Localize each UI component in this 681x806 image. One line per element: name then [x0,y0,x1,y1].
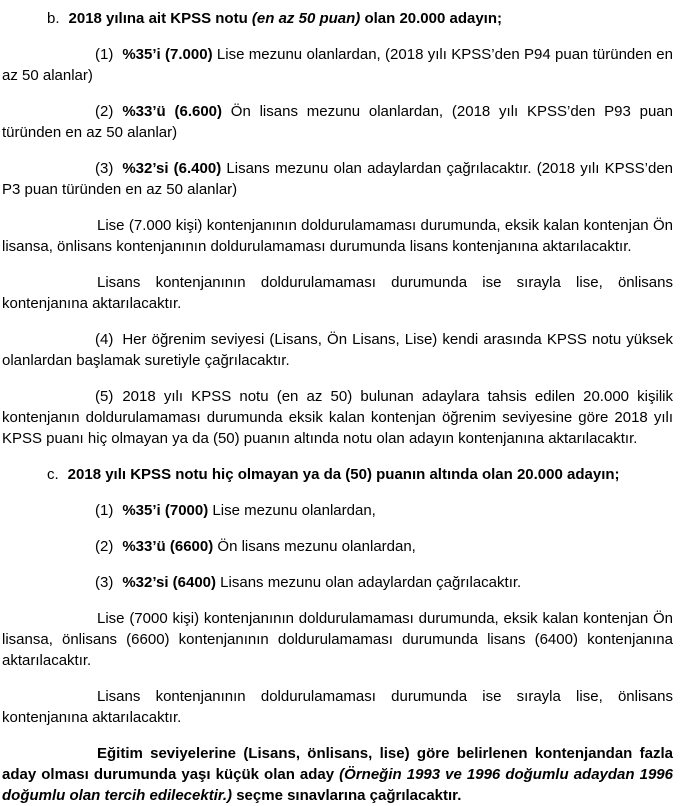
text-run: Lisans kontenjanının doldurulamaması durumunda ise sırayla lise, önlisans kontenjanına aktarılacaktır. [2,274,673,312]
document-body [2,8,673,806]
text-run: Lisans kontenjanının doldurulamaması durumunda ise sırayla lise, önlisans kontenjanına aktarılacaktır. [2,688,673,726]
text-run: 2018 yılı KPSS notu (en az 50) bulunan adaylara tahsis edilen 20.000 kişilik kontenjanın doldurulamaması durumunda eksik kalan kontenjan öğrenim seviyesine göre 2018 yılı KPSS puanı hiç olmayan ya da (50) puanın altında notu olan adayın kontenjanına aktarılacaktır. [2,388,673,447]
text-run: Her öğrenim seviyesi (Lisans, Ön Lisans, Lise) kendi arasında KPSS notu yüksek olanlardan başlamak suretiyle çağrılacaktır. [2,331,673,369]
text-run: %35’i (7000) [122,502,209,519]
para-b-lisans [2,272,673,314]
list-label: (5) [95,388,114,405]
para-egitim-seviyeleri [2,743,673,806]
text-run: %32’si (6.400) [122,160,222,177]
item-b-4 [2,329,673,371]
text-run: Lise mezunu olanlardan, (2018 yılı KPSS’den P94 puan türünden en az 50 alanlar) [2,46,673,84]
text-run: Eğitim seviyelerine (Lisans, önlisans, lise) göre belirlenen kontenjandan fazla aday olması durumunda yaşı küçük olan aday [2,745,673,783]
list-label: (3) [95,574,114,591]
list-label: (2) [95,103,114,120]
text-run: Lise mezunu olanlardan, [208,502,376,519]
list-label: c. [47,466,59,483]
para-b-lise [2,215,673,257]
item-c-1 [2,500,673,521]
text-run: 2018 yılına ait KPSS notu [68,10,252,27]
text-run: seçme sınavlarına çağrılacaktır. [232,787,462,804]
text-run: %33’ü (6.600) [122,103,223,120]
item-b-5 [2,386,673,449]
item-c-2 [2,536,673,557]
text-run: %35’i (7.000) [122,46,213,63]
text-run: %33’ü (6600) [122,538,214,555]
list-label: (2) [95,538,114,555]
text-run: Lisans mezunu olan adaylardan çağrılacaktır. (2018 yılı KPSS’den P3 puan türünden en az 50 alanlar) [2,160,674,198]
para-c-lise [2,608,673,671]
text-run: Ön lisans mezunu olanlardan, (2018 yılı KPSS’den P93 puan türünden en az 50 alanlar) [2,103,673,141]
list-label: (3) [95,160,114,177]
item-b-1 [2,44,673,86]
item-b-2 [2,101,673,143]
text-run: (en az 50 puan) [251,10,361,27]
item-b-heading [2,8,673,29]
text-run: Lise (7000 kişi) kontenjanının doldurulamaması durumunda, eksik kalan kontenjan Ön lisansa, önlisans (6600) kontenjanının doldurulamaması durumunda lisans (6400) kontenjanına aktarılacaktır. [2,610,673,669]
list-label: (4) [95,331,114,348]
item-c-heading [2,464,673,485]
item-b-3 [2,158,673,200]
text-run: %32’si (6400) [122,574,217,591]
text-run: olan 20.000 adayın; [360,10,503,27]
list-label: (1) [95,46,114,63]
item-c-3 [2,572,673,593]
text-run: 2018 yılı KPSS notu hiç olmayan ya da (50) puanın altında olan 20.000 adayın; [67,466,620,483]
list-label: (1) [95,502,114,519]
text-run: Lisans mezunu olan adaylardan çağrılacaktır. [216,574,522,591]
text-run: Lise (7.000 kişi) kontenjanının doldurulamaması durumunda, eksik kalan kontenjan Ön lisansa, önlisans kontenjanının doldurulamaması durumunda lisans kontenjanına aktarılacaktır. [2,217,673,255]
list-label: b. [47,10,60,27]
para-c-lisans [2,686,673,728]
text-run: Ön lisans mezunu olanlardan, [213,538,416,555]
text-run: (Örneğin 1993 ve 1996 doğumlu adaydan 1996 doğumlu olan tercih edilecektir.) [2,766,673,804]
